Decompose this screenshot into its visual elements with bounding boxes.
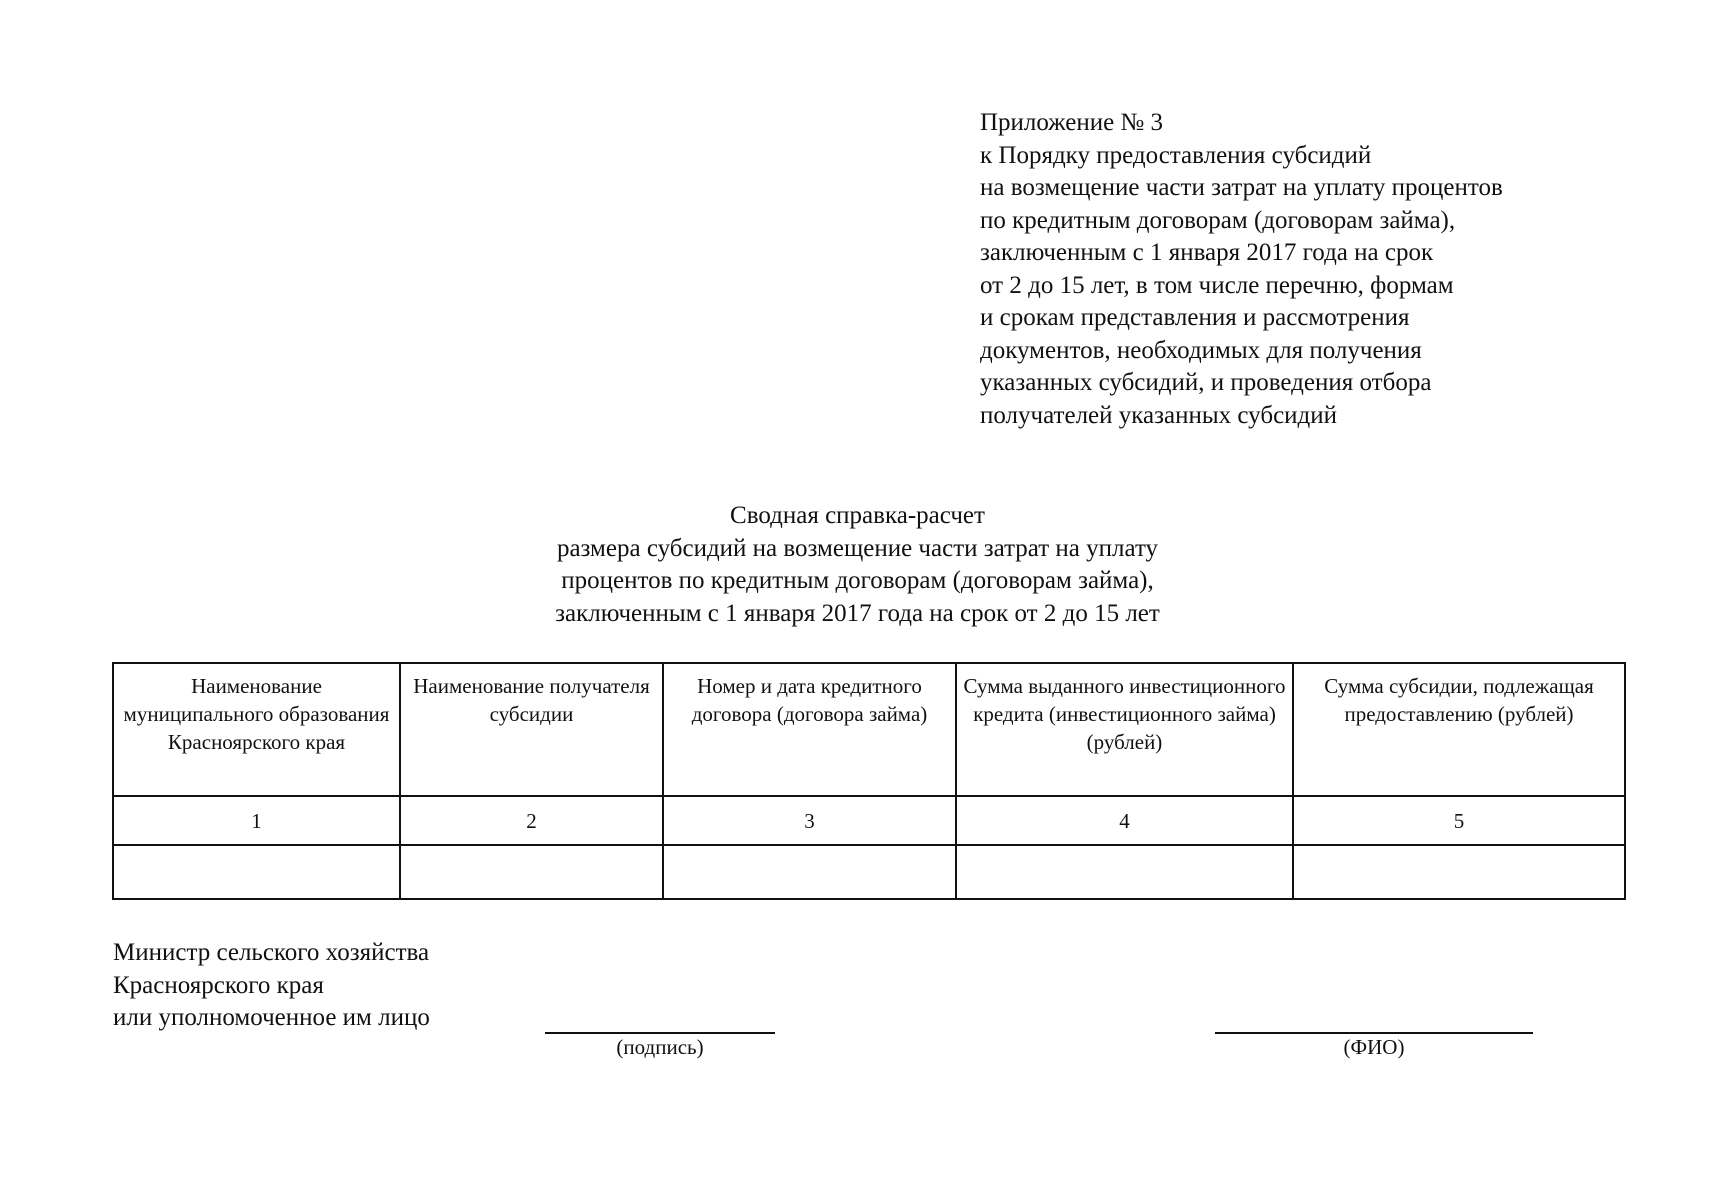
column-number: 4 <box>956 796 1293 845</box>
appendix-line: заключенным с 1 января 2017 года на срок <box>980 239 1434 266</box>
signer-block <box>113 937 430 1035</box>
table-row <box>113 845 1625 899</box>
appendix-line: получателей указанных субсидий <box>980 401 1338 429</box>
table-number-row <box>113 796 1625 845</box>
column-number: 2 <box>400 796 663 845</box>
appendix-line: по кредитным договорам (договорам займа), <box>980 206 1456 234</box>
appendix-line: Приложение № 3 <box>980 109 1164 136</box>
table-cell <box>663 845 956 899</box>
calculation-table <box>112 662 1626 900</box>
column-number: 3 <box>663 796 956 845</box>
name-line <box>1215 1032 1533 1034</box>
signature-caption: (подпись) <box>616 1035 704 1059</box>
title-line: процентов по кредитным договорам (договорам займа), <box>561 567 1154 594</box>
header-credit-amount: Сумма выданного инвестиционного кредита (инвестиционного займа) (рублей) <box>956 663 1293 796</box>
header-recipient: Наименование получателя субсидии <box>400 663 663 796</box>
document-title <box>300 500 1415 630</box>
title-line: Сводная справка-расчет <box>730 502 985 529</box>
appendix-block <box>980 107 1503 432</box>
table-cell <box>956 845 1293 899</box>
table-cell <box>400 845 663 899</box>
appendix-line: к Порядку предоставления субсидий <box>980 141 1372 169</box>
column-number: 1 <box>113 796 400 845</box>
appendix-line: на возмещение части затрат на уплату процентов <box>980 174 1503 201</box>
title-line: размера субсидий на возмещение части затрат на уплату <box>556 534 1159 562</box>
signature-line <box>545 1032 775 1034</box>
name-caption: (ФИО) <box>1343 1035 1405 1059</box>
appendix-line: и срокам представления и рассмотрения <box>980 304 1410 331</box>
title-line: заключенным с 1 января 2017 года на срок от 2 до 15 лет <box>555 599 1160 627</box>
signer-line: или уполномоченное им лицо <box>113 1004 430 1031</box>
header-municipality: Наименование муниципального образования Красноярского края <box>113 663 400 796</box>
header-contract: Номер и дата кредитного договора (договора займа) <box>663 663 956 796</box>
table-cell <box>1293 845 1625 899</box>
table-cell <box>113 845 400 899</box>
signer-line: Красноярского края <box>113 971 324 999</box>
header-subsidy-amount: Сумма субсидии, подлежащая предоставлению (рублей) <box>1293 663 1625 796</box>
column-number: 5 <box>1293 796 1625 845</box>
appendix-line: указанных субсидий, и проведения отбора <box>980 369 1432 396</box>
appendix-line: от 2 до 15 лет, в том числе перечню, формам <box>980 271 1454 299</box>
appendix-line: документов, необходимых для получения <box>980 336 1422 364</box>
signer-line: Министр сельского хозяйства <box>113 939 430 966</box>
table-header-row <box>113 663 1625 796</box>
